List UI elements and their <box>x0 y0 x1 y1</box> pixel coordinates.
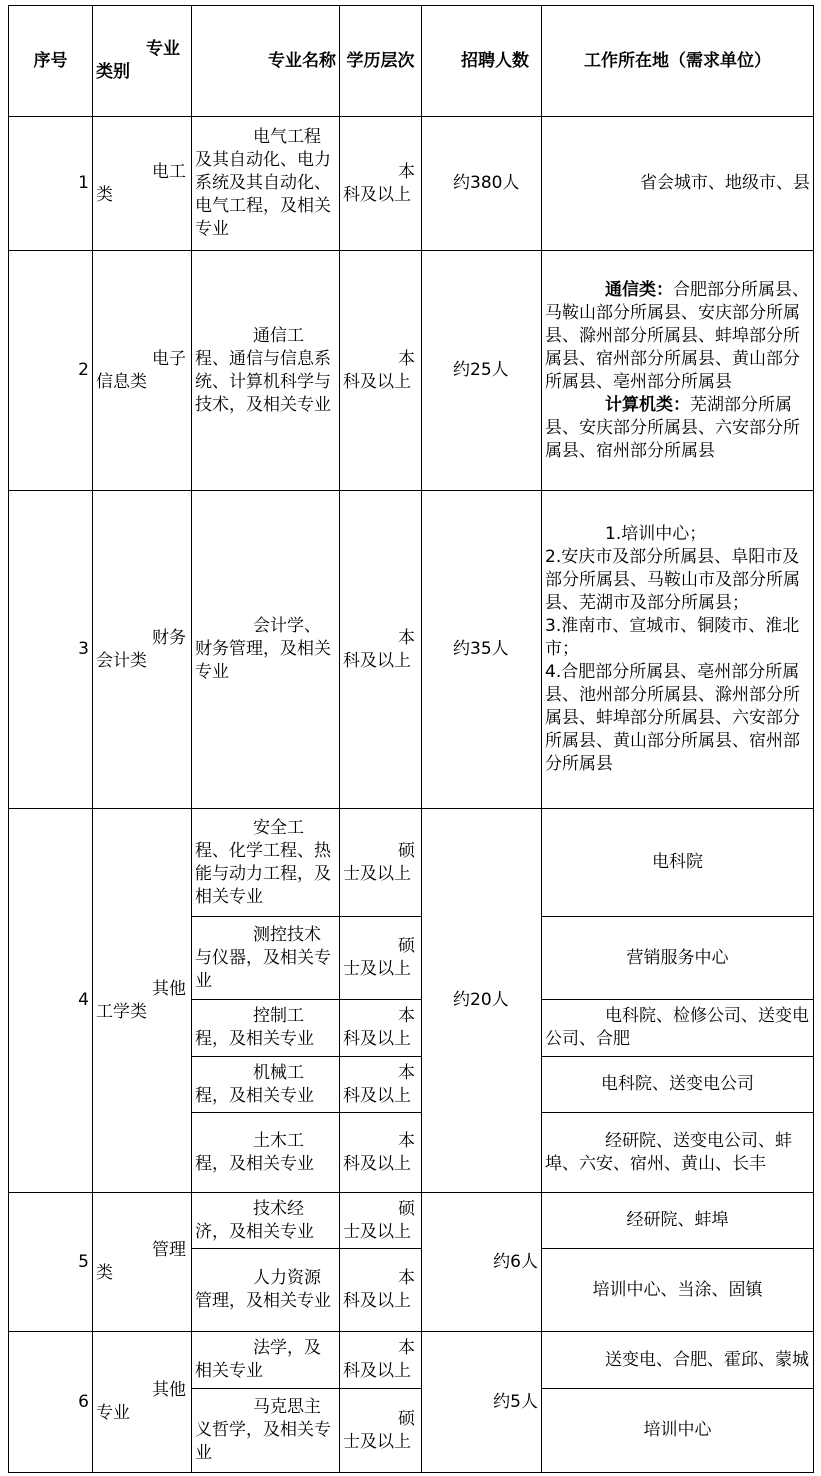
row-no: 6 <box>9 1332 93 1473</box>
row-location: 电科院、送变电公司 <box>542 1057 814 1113</box>
row-major: 土木工程，及相关专业 <box>192 1113 340 1193</box>
row-education: 硕士及以上 <box>340 809 422 917</box>
row-education: 本科及以上 <box>340 117 422 251</box>
header-no: 序号 <box>9 6 93 117</box>
row-category: 管理类 <box>93 1193 192 1332</box>
row-location: 省会城市、地级市、县 <box>542 117 814 251</box>
row-count: 约20人 <box>422 809 542 1193</box>
row-location: 电科院 <box>542 809 814 917</box>
row-count: 约380人 <box>422 117 542 251</box>
row-major: 技术经济，及相关专业 <box>192 1193 340 1249</box>
header-major: 专业名称 <box>192 6 340 117</box>
row-education: 本科及以上 <box>340 1249 422 1332</box>
row-major: 人力资源管理，及相关专业 <box>192 1249 340 1332</box>
row-no: 4 <box>9 809 93 1193</box>
row-major: 电气工程及其自动化、电力系统及其自动化、电气工程，及相关专业 <box>192 117 340 251</box>
location-type-label: 通信类： <box>605 279 673 300</box>
row-no: 3 <box>9 491 93 809</box>
row-location: 经研院、送变电公司、蚌埠、六安、宿州、黄山、长丰 <box>542 1113 814 1193</box>
location-item: 3.淮南市、宣城市、铜陵市、淮北市； <box>545 616 800 659</box>
recruitment-table <box>8 5 814 1473</box>
row-major: 控制工程，及相关专业 <box>192 1000 340 1057</box>
row-location: 营销服务中心 <box>542 917 814 1000</box>
row-major: 马克思主义哲学，及相关专业 <box>192 1389 340 1473</box>
row-category: 财务会计类 <box>93 491 192 809</box>
row-category: 其他专业 <box>93 1332 192 1473</box>
header-location: 工作所在地（需求单位） <box>542 6 814 117</box>
row-location: 送变电、合肥、霍邱、蒙城 <box>542 1332 814 1389</box>
location-text: 芜湖部分所属县、安庆部分所属县、六安部分所属县、宿州部分所属县 <box>545 394 800 461</box>
location-item: 4.合肥部分所属县、亳州部分所属县、池州部分所属县、滁州部分所属县、蚌埠部分所属县、六安部分所属县、黄山部分所属县、宿州部分所属县 <box>545 662 800 774</box>
row-no: 5 <box>9 1193 93 1332</box>
row-category: 电子信息类 <box>93 251 192 491</box>
row-location: 经研院、蚌埠 <box>542 1193 814 1249</box>
table-row <box>9 491 814 809</box>
row-no: 2 <box>9 251 93 491</box>
row-category: 电工类 <box>93 117 192 251</box>
header-category: 专业类别 <box>93 6 192 117</box>
row-category: 其他工学类 <box>93 809 192 1193</box>
row-major: 会计学、财务管理，及相关专业 <box>192 491 340 809</box>
row-count: 约5人 <box>422 1332 542 1473</box>
row-education: 硕士及以上 <box>340 1193 422 1249</box>
row-education: 本科及以上 <box>340 251 422 491</box>
row-location <box>542 491 814 809</box>
header-education: 学历层次 <box>340 6 422 117</box>
location-text: 合肥部分所属县、马鞍山部分所属县、安庆部分所属县、滁州部分所属县、蚌埠部分所属县、宿州部分所属县、黄山部分所属县、亳州部分所属县 <box>545 279 809 392</box>
location-item: 1.培训中心； <box>605 524 707 544</box>
table-row <box>9 809 814 917</box>
row-count: 约25人 <box>422 251 542 491</box>
row-major: 通信工程、通信与信息系统、计算机科学与技术，及相关专业 <box>192 251 340 491</box>
row-location: 电科院、检修公司、送变电公司、合肥 <box>542 1000 814 1057</box>
row-education: 硕士及以上 <box>340 917 422 1000</box>
header-count: 招聘人数 <box>422 6 542 117</box>
row-education: 本科及以上 <box>340 1113 422 1193</box>
row-count: 约6人 <box>422 1193 542 1332</box>
row-major: 测控技术与仪器，及相关专业 <box>192 917 340 1000</box>
row-major: 法学，及相关专业 <box>192 1332 340 1389</box>
row-location: 培训中心 <box>542 1389 814 1473</box>
location-type-label: 计算机类： <box>605 394 690 415</box>
row-education: 本科及以上 <box>340 1000 422 1057</box>
row-location <box>542 251 814 491</box>
row-location: 培训中心、当涂、固镇 <box>542 1249 814 1332</box>
row-education: 本科及以上 <box>340 1057 422 1113</box>
row-major: 机械工程，及相关专业 <box>192 1057 340 1113</box>
header-row <box>9 6 814 117</box>
row-no: 1 <box>9 117 93 251</box>
row-education: 本科及以上 <box>340 1332 422 1389</box>
row-count: 约35人 <box>422 491 542 809</box>
table-row <box>9 117 814 251</box>
table-row <box>9 251 814 491</box>
row-major: 安全工程、化学工程、热能与动力工程，及相关专业 <box>192 809 340 917</box>
table-row <box>9 1332 814 1389</box>
row-education: 硕士及以上 <box>340 1389 422 1473</box>
table-row <box>9 1193 814 1249</box>
location-item: 2.安庆市及部分所属县、阜阳市及部分所属县、马鞍山市及部分所属县、芜湖市及部分所属县； <box>545 547 800 613</box>
row-education: 本科及以上 <box>340 491 422 809</box>
